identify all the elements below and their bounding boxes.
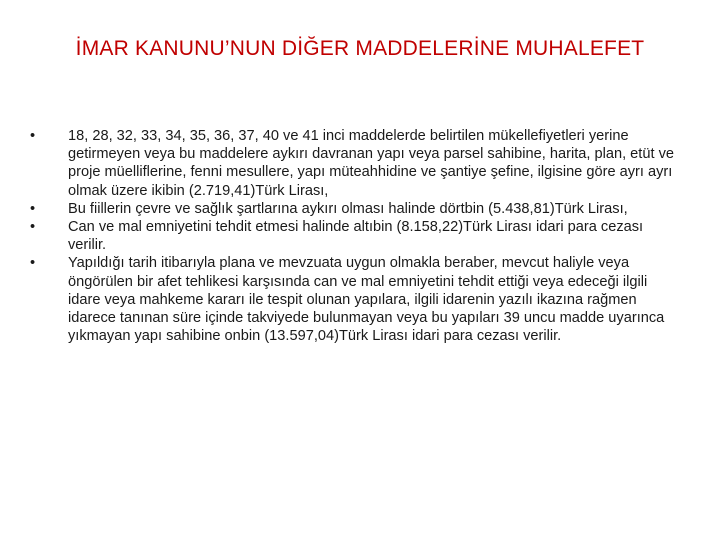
bullet-item [30,200,680,218]
slide-title: İMAR KANUNU’NUN DİĞER MADDELERİNE MUHALEFET [75,37,645,60]
bullet-dot-icon: • [30,255,36,272]
bullet-text: Yapıldığı tarih itibarıyla plana ve mevzuata uygun olmakla beraber, mevcut haliyle veya öngörülen bir afet tehlikesi karşısında can ve mal emniyetini tehdit ettiği veya edeceği ilgili idare veya mahkeme kararı ile tespit olunan yapılara, ilgili idarenin yazılı ikazına rağmen idarece tanınan süre içinde takviyede bulunmayan veya bu yapıları 39 uncu madde uyarınca yıkmayan yapı sahibine onbin (13.597,04)Türk Lirası idari para cezası verilir. [68,255,665,345]
bullet-dot-icon: • [30,200,36,217]
bullet-item [30,127,680,200]
bullet-item [30,218,680,254]
bullet-text: Can ve mal emniyetini tehdit etmesi halinde altıbin (8.158,22)Türk Lirası idari para cezası verilir. [68,219,644,254]
bullet-text: 18, 28, 32, 33, 34, 35, 36, 37, 40 ve 41 inci maddelerde belirtilen mükellefiyetleri yerine getirmeyen veya bu maddelere aykırı davranan yapı veya parsel sahibine, harita, plan, etüt ve proje müelliflerine, fenni mesullere, yapı müteahhidine ve şantiye şefine, ilgisine göre ayrı ayrı olmak üzere ikibin (2.719,41)Türk Lirası, [68,128,674,199]
bullet-text: Bu fiillerin çevre ve sağlık şartlarına aykırı olması halinde dörtbin (5.438,81)Türk Lirası, [68,200,628,217]
bullet-list [30,127,680,345]
bullet-dot-icon: • [30,128,36,144]
bullet-dot-icon: • [30,219,36,236]
bullet-item [30,254,680,345]
